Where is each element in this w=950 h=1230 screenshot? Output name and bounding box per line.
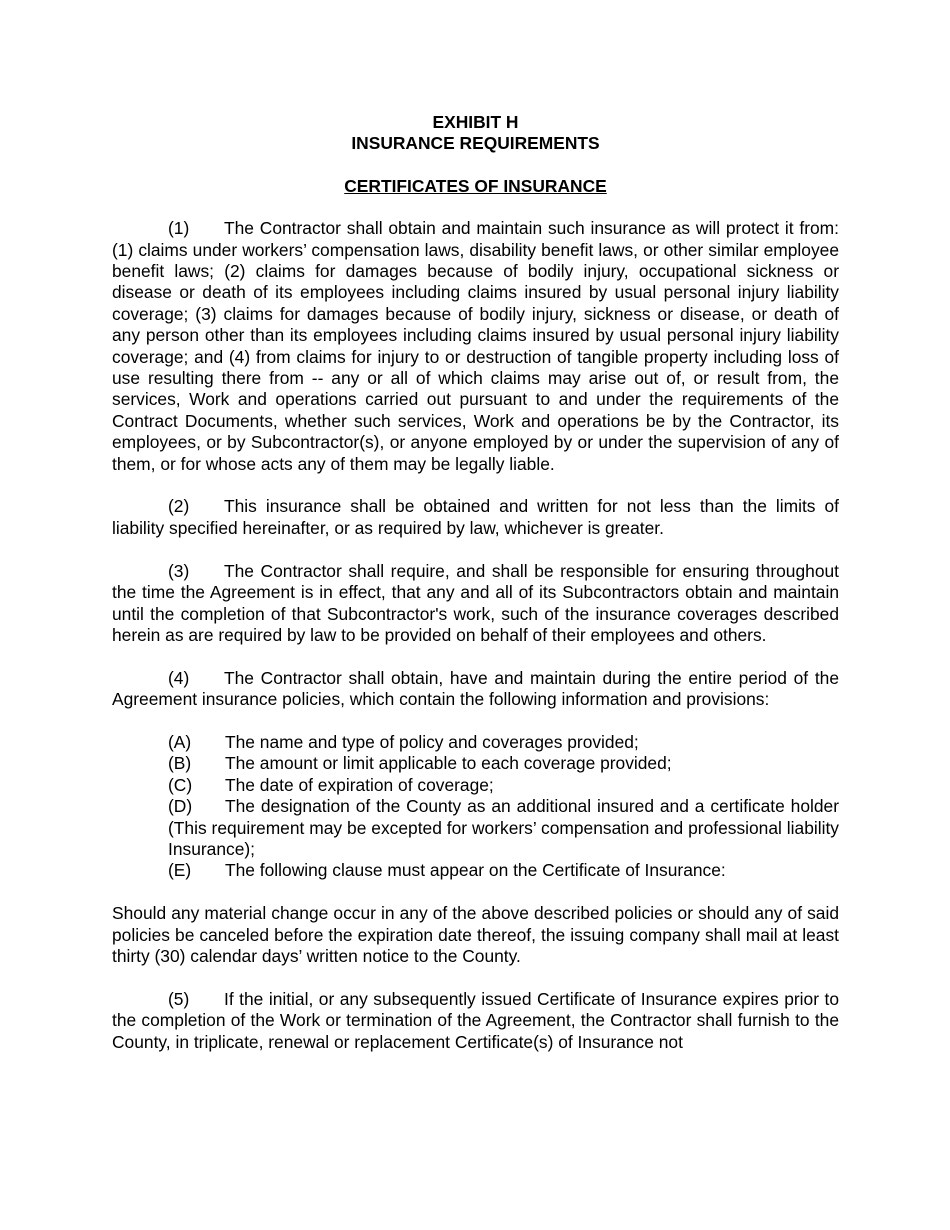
list-item-text: The name and type of policy and coverages provided;: [225, 731, 639, 752]
list-item: [168, 860, 839, 881]
paragraph-number: (3): [168, 560, 190, 581]
paragraph-number: (4): [168, 667, 190, 688]
list-item: [168, 796, 839, 860]
list-item: [168, 775, 839, 796]
provisions-list: [168, 732, 839, 882]
list-item-text: The designation of the County as an additional insured and a certificate holder (This requirement may be excepted for workers’ compensation and professional liability Insurance);: [168, 796, 839, 859]
section-heading: CERTIFICATES OF INSURANCE: [344, 175, 607, 196]
required-clause: Should any material change occur in any of the above described policies or should any of said policies be canceled before the expiration date thereof, the issuing company shall mail at least thirty (30) calendar days’ written notice to the County.: [112, 903, 839, 966]
list-item-label: (E): [168, 860, 192, 881]
paragraph-text: This insurance shall be obtained and written for not less than the limits of liability specified hereinafter, or as required by law, whichever is greater.: [112, 496, 839, 538]
document-page: [112, 112, 839, 1074]
list-item-label: (A): [168, 731, 192, 752]
paragraph-1: [112, 218, 839, 475]
paragraph-5: [112, 989, 839, 1053]
paragraph-3: [112, 561, 839, 647]
list-item-text: The date of expiration of coverage;: [225, 774, 494, 795]
paragraph-number: (5): [168, 988, 190, 1009]
document-title: INSURANCE REQUIREMENTS: [351, 133, 600, 154]
list-item-text: The following clause must appear on the Certificate of Insurance:: [225, 860, 726, 881]
paragraph-text: The Contractor shall obtain and maintain such insurance as will protect it from: (1) claims under workers’ compensation laws, disability benefit laws, or other similar employee benefit laws; (2) claims for damages because of bodily injury, occupational sickness or disease or death of its employees including claims insured by usual personal injury liability coverage; (3) claims for damages because of bodily injury, sickness or disease, or death of any person other than its employees including claims insured by usual personal injury liability coverage; and (4) from claims for injury to or destruction of tangible property including loss of use resulting there from -- any or all of which claims may arise out of, or result from, the services, Work and operations carried out pursuant to and under the requirements of the Contract Documents, whether such services, Work and operations be by the Contractor, its employees, or by Subcontractor(s), or anyone employed by or under the supervision of any of them, or for whose acts any of them may be legally liable.: [112, 218, 839, 474]
paragraph-text: If the initial, or any subsequently issued Certificate of Insurance expires prior to the completion of the Work or termination of the Agreement, the Contractor shall furnish to the County, in triplicate, renewal or replacement Certificate(s) of Insurance not: [112, 988, 839, 1052]
paragraph-4: [112, 668, 839, 711]
exhibit-title: EXHIBIT H: [432, 112, 519, 132]
paragraph-2: [112, 496, 839, 539]
paragraph-text: The Contractor shall obtain, have and maintain during the entire period of the Agreement insurance policies, which contain the following information and provisions:: [112, 667, 839, 710]
paragraph-number: (2): [168, 496, 190, 517]
list-item-label: (D): [168, 796, 193, 817]
paragraph-text: The Contractor shall require, and shall be responsible for ensuring throughout the time the Agreement is in effect, that any and all of its Subcontractors obtain and maintain until the completion of that Subcontractor's work, such of the insurance coverages described herein as are required by law to be provided on behalf of their employees and others.: [112, 560, 839, 645]
list-item-label: (C): [168, 774, 193, 795]
list-item: [168, 732, 839, 753]
list-item-label: (B): [168, 753, 192, 774]
list-item: [168, 753, 839, 774]
list-item-text: The amount or limit applicable to each coverage provided;: [225, 753, 672, 774]
paragraph-number: (1): [168, 218, 190, 239]
